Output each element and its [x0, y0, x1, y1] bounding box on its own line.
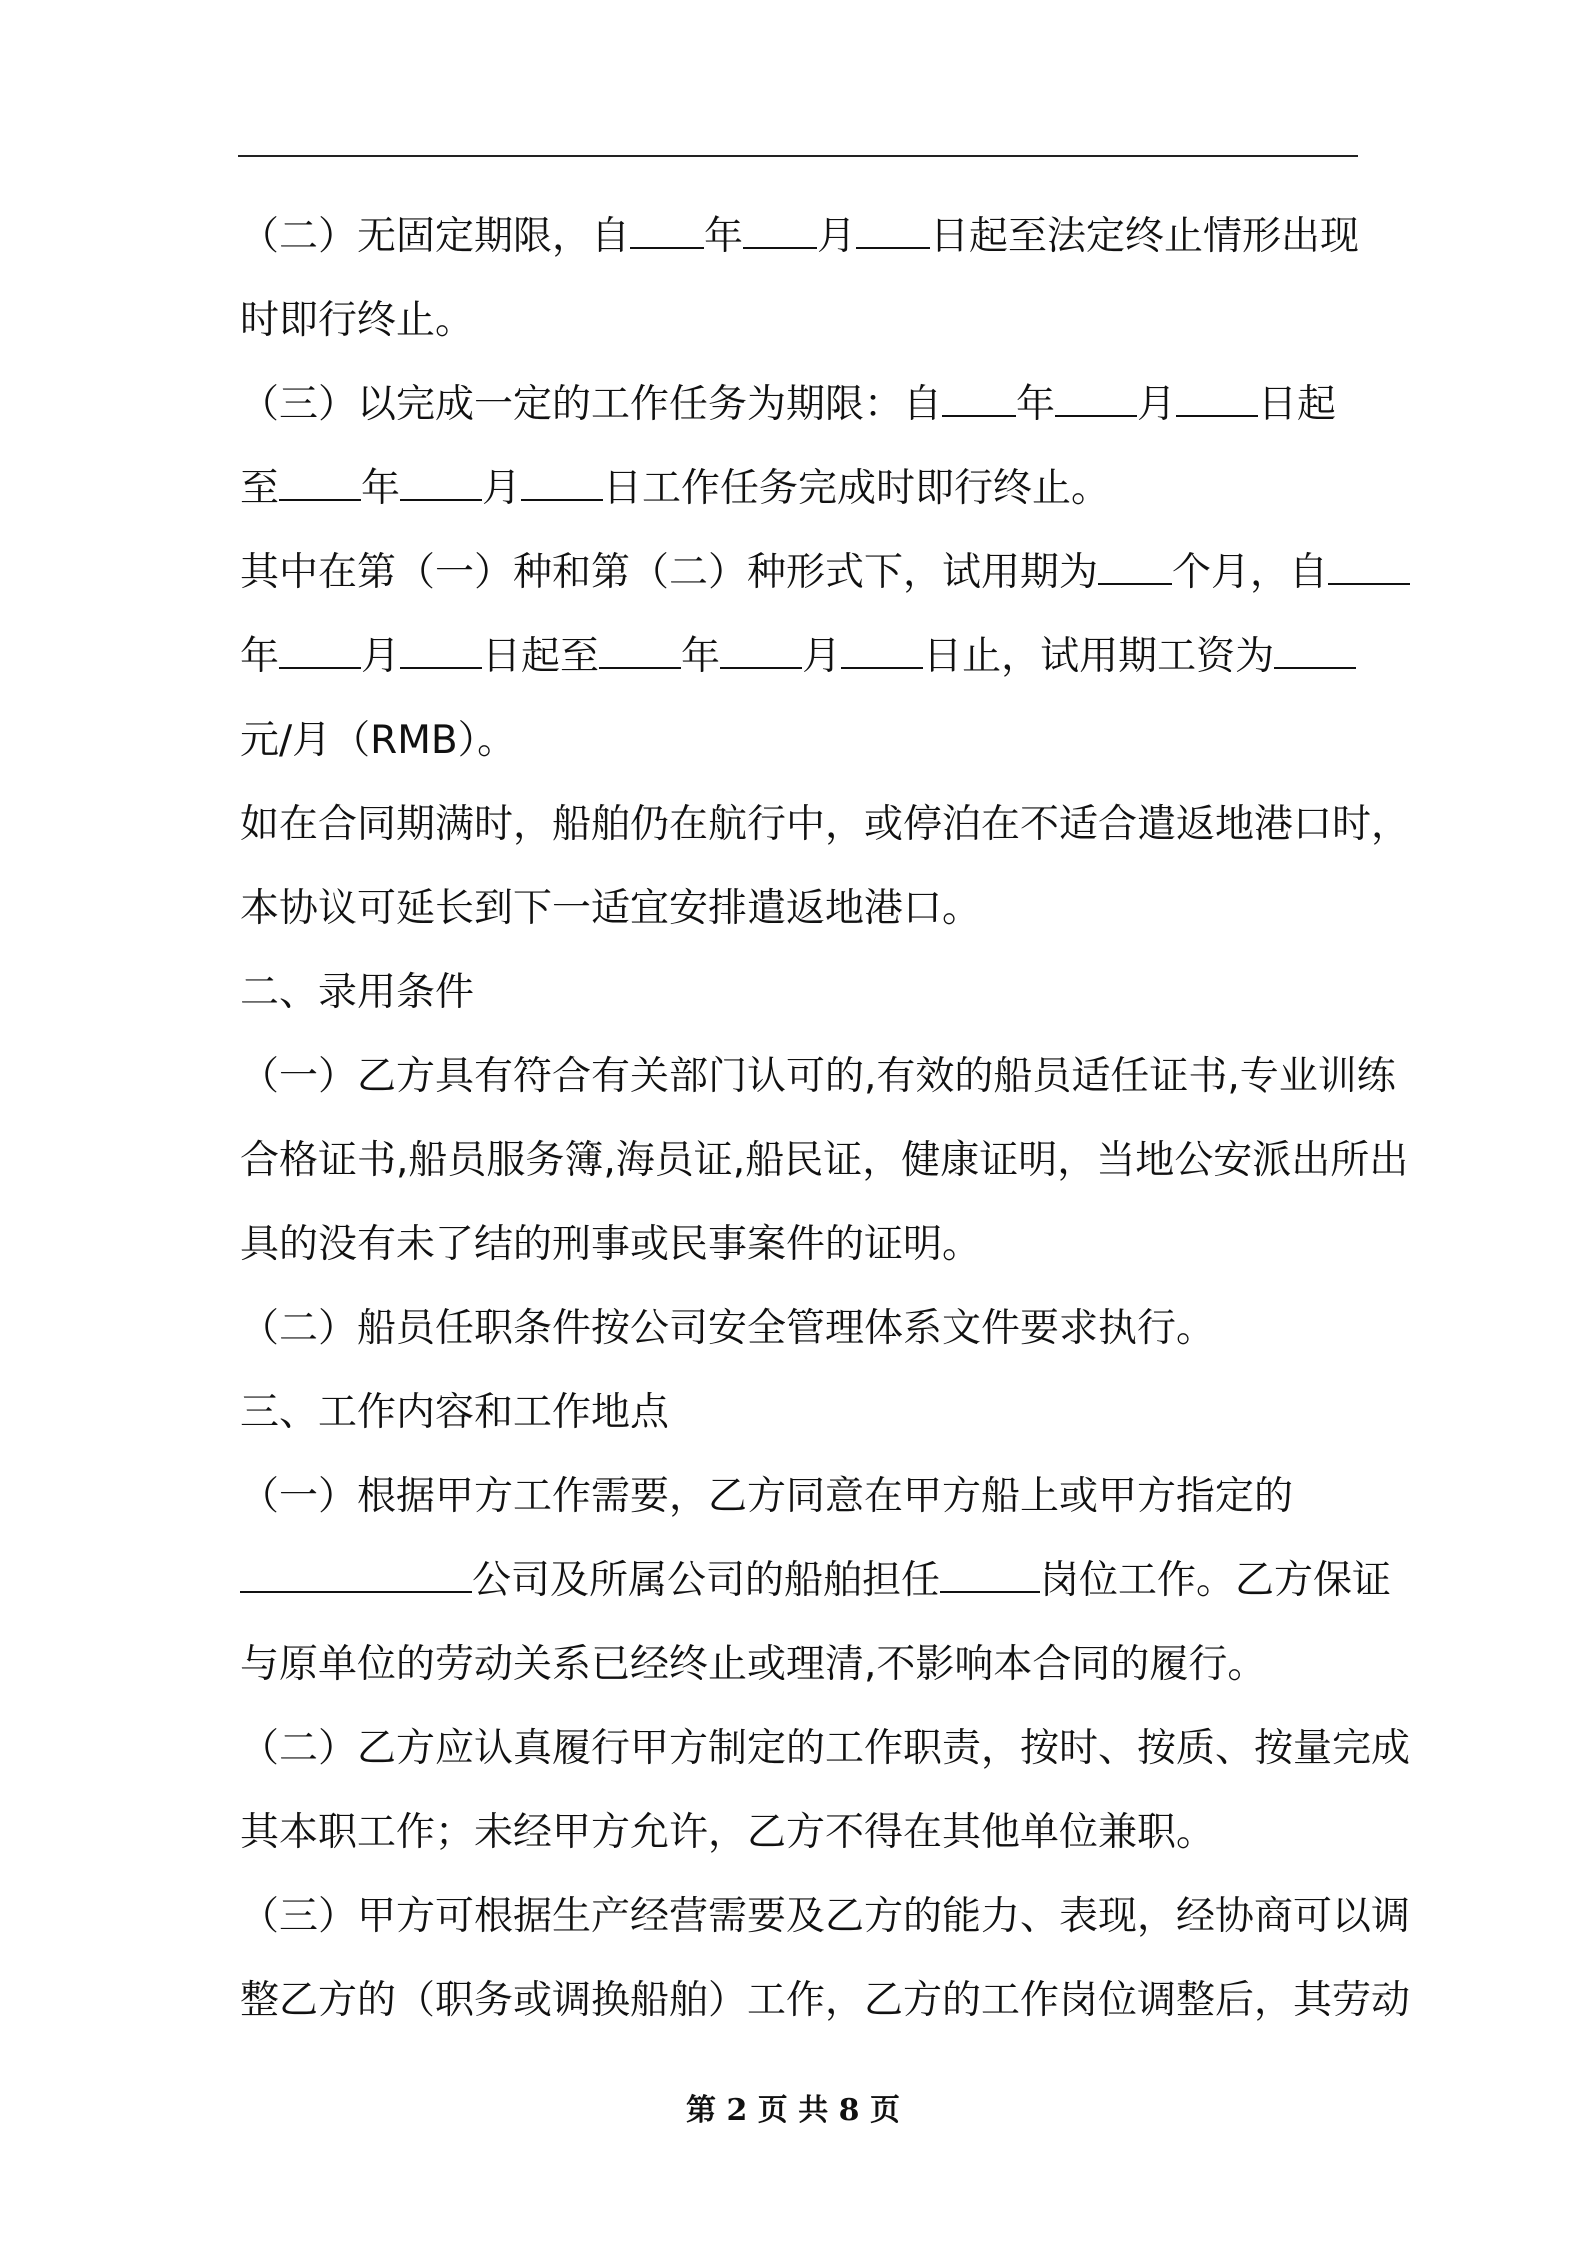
text-line: （三）甲方可根据生产经营需要及乙方的能力、表现，经协商可以调: [240, 1894, 1411, 1939]
page-number: 第 2 页 共 8 页: [686, 2093, 900, 2128]
text-line: 时即行终止。: [240, 298, 475, 343]
text-line: 整乙方的（职务或调换船舶）工作，乙方的工作岗位调整后，其劳动: [240, 1978, 1411, 2023]
text-line: （一）乙方具有符合有关部门认可的,有效的船员适任证书,专业训练: [240, 1054, 1396, 1099]
text-line: 其中在第（一）种和第（二）种形式下，试用期为 个月，自: [240, 531, 1360, 615]
text-line: （三）以完成一定的工作任务为期限：自 年 月 日起: [240, 382, 1337, 427]
text-line: 合格证书,船员服务簿,海员证,船民证，健康证明，当地公安派出所出: [240, 1138, 1409, 1183]
text-line: （二）乙方应认真履行甲方制定的工作职责，按时、按质、按量完成: [240, 1726, 1411, 1771]
header-rule: [238, 155, 1358, 157]
text-line: 如在合同期满时，船舶仍在航行中，或停泊在不适合遣返地港口时，: [240, 802, 1411, 847]
text-line: 本协议可延长到下一适宜安排遣返地港口。: [240, 886, 982, 931]
text-line: 具的没有未了结的刑事或民事案件的证明。: [240, 1222, 982, 1267]
document-body: [240, 195, 1411, 2043]
text-line: （二）无固定期限，自 年 月 日起至法定终止情形出现: [240, 214, 1360, 259]
text-line: 元/月（RMB）。: [240, 718, 517, 763]
text-line: 至 年 月 日工作任务完成时即行终止。: [240, 466, 1111, 511]
text-line: 年 月 日起至 年 月 日止，试用期工资为: [240, 615, 1360, 699]
text-line: （一）根据甲方工作需要，乙方同意在甲方船上或甲方指定的: [240, 1474, 1294, 1519]
text-line: 其本职工作；未经甲方允许，乙方不得在其他单位兼职。: [240, 1810, 1216, 1855]
text-line: 与原单位的劳动关系已经终止或理清,不影响本合同的履行。: [240, 1642, 1267, 1687]
section-heading: 三、工作内容和工作地点: [240, 1390, 670, 1435]
text-line: 公司及所属公司的船舶担任 岗位工作。乙方保证: [240, 1539, 1360, 1623]
section-heading: 二、录用条件: [240, 970, 475, 1015]
text-line: （二）船员任职条件按公司安全管理体系文件要求执行。: [240, 1306, 1216, 1351]
